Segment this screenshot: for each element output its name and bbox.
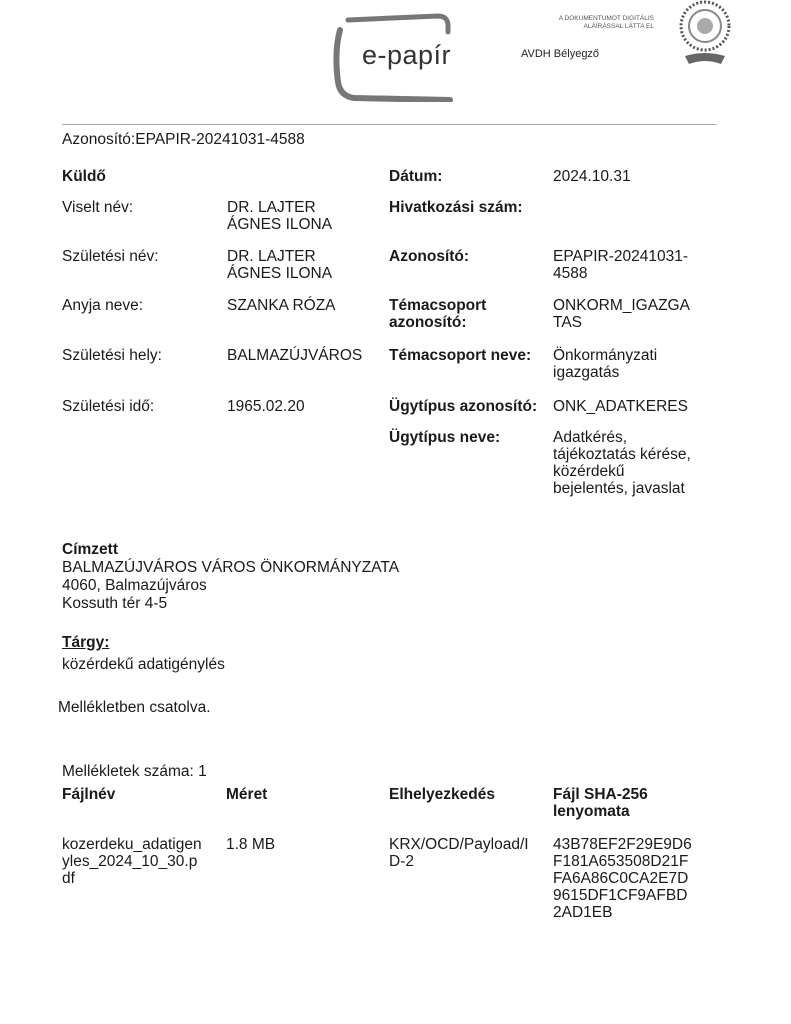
- header-divider: [62, 124, 717, 125]
- attachment-header-size: Méret: [226, 786, 268, 803]
- document-identifier: Azonosító:EPAPIR-20241031-4588: [62, 131, 305, 148]
- sender-value: DR. LAJTER ÁGNES ILONA: [227, 248, 333, 282]
- attachment-size: 1.8 MB: [226, 836, 276, 853]
- meta-value: EPAPIR-20241031- 4588: [553, 248, 688, 282]
- sender-label: Születési hely:: [62, 347, 162, 364]
- epapir-logo-text: e-papír: [362, 40, 452, 70]
- meta-label: Témacsoport neve:: [389, 347, 532, 364]
- attachment-location: KRX/OCD/Payload/I D-2: [389, 836, 529, 870]
- attachment-count: Mellékletek száma: 1: [62, 763, 207, 780]
- sender-label: Születési idő:: [62, 398, 155, 415]
- meta-label: Dátum:: [389, 168, 443, 185]
- meta-value: 2024.10.31: [553, 168, 631, 185]
- recipient-line: Kossuth tér 4-5: [62, 595, 168, 612]
- sender-value: BALMAZÚJVÁROS: [227, 347, 363, 364]
- meta-label: Ügytípus azonosító:: [389, 398, 538, 415]
- meta-label: Azonosító:: [389, 248, 470, 265]
- stamp-title: AVDH Bélyegző: [521, 48, 600, 60]
- sender-label: Anyja neve:: [62, 297, 143, 314]
- sender-value: DR. LAJTER ÁGNES ILONA: [227, 199, 333, 233]
- meta-value: Adatkérés, tájékoztatás kérése, közérdekű bejelentés, javaslat: [553, 429, 691, 497]
- meta-label: Témacsoport azonosító:: [389, 297, 487, 331]
- sender-label: Viselt név:: [62, 199, 134, 216]
- attachment-header-location: Elhelyezkedés: [389, 786, 495, 803]
- meta-value: ONKORM_IGAZGA TAS: [553, 297, 690, 331]
- attachment-hash: 43B78EF2F29E9D6 F181A653508D21F FA6A86C0CA2E7D 9615DF1CF9AFBD 2AD1EB: [553, 836, 692, 921]
- seal-icon: [667, 0, 745, 82]
- recipient-line: BALMAZÚJVÁROS VÁROS ÖNKORMÁNYZATA: [62, 559, 400, 576]
- sender-heading: Küldő: [62, 168, 106, 185]
- recipient-line: 4060, Balmazújváros: [62, 577, 207, 594]
- recipient-heading: Címzett: [62, 541, 118, 558]
- attachment-header-filename: Fájlnév: [62, 786, 116, 803]
- meta-label: Hivatkozási szám:: [389, 199, 523, 216]
- attachment-filename: kozerdeku_adatigen yles_2024_10_30.p df: [62, 836, 202, 887]
- stamp-caption: [540, 15, 654, 31]
- stamp-caption-line: A DOKUMENTUMOT DIGITÁLIS: [558, 15, 654, 22]
- meta-value: ONK_ADATKERES: [553, 398, 688, 415]
- sender-value: SZANKA RÓZA: [227, 297, 336, 314]
- body-text: Mellékletben csatolva.: [58, 699, 211, 716]
- attachment-header-hash: Fájl SHA-256 lenyomata: [553, 786, 648, 820]
- meta-value: Önkormányzati igazgatás: [553, 347, 658, 381]
- subject-value: közérdekű adatigénylés: [62, 656, 225, 673]
- meta-label: Ügytípus neve:: [389, 429, 501, 446]
- sender-value: 1965.02.20: [227, 398, 305, 415]
- sender-label: Születési név:: [62, 248, 159, 265]
- stamp-caption-line: ALÁÍRÁSSAL LÁTTA EL: [583, 23, 654, 30]
- subject-heading: Tárgy:: [62, 634, 110, 651]
